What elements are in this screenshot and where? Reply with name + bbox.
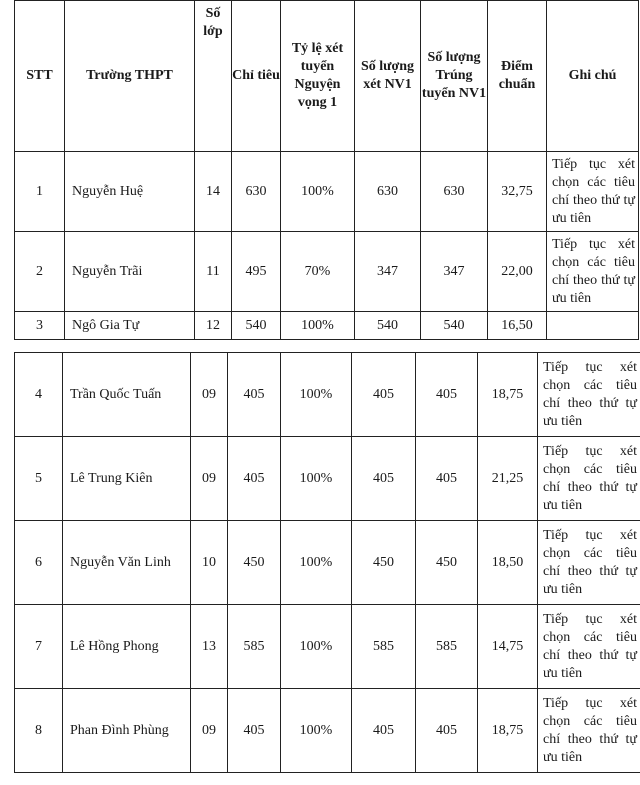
admission-table-top xyxy=(14,0,639,340)
cell-ty-le: 100% xyxy=(281,152,355,232)
cell-so-trung: 405 xyxy=(416,353,478,437)
cell-so-xet: 347 xyxy=(355,232,421,312)
cell-chi-tieu: 405 xyxy=(228,437,281,521)
cell-ghi-chu: Tiếp tục xét chọn các tiêu chí theo thứ tự ưu tiên xyxy=(538,437,640,521)
cell-so-trung: 540 xyxy=(421,312,488,340)
cell-so-trung: 450 xyxy=(416,521,478,605)
table-row xyxy=(15,232,639,312)
cell-ghi-chu: Tiếp tục xét chọn các tiêu chí theo thứ tự ưu tiên xyxy=(538,353,640,437)
header-ghi-chu: Ghi chú xyxy=(547,1,639,152)
table-row xyxy=(15,437,640,521)
table-row xyxy=(15,353,640,437)
table-row xyxy=(15,521,640,605)
cell-diem: 21,25 xyxy=(478,437,538,521)
cell-stt: 1 xyxy=(15,152,65,232)
cell-chi-tieu: 585 xyxy=(228,605,281,689)
admission-table-bottom xyxy=(14,352,640,773)
cell-so-xet: 405 xyxy=(352,689,416,773)
cell-ghi-chu: Tiếp tục xét chọn các tiêu chí theo thứ tự ưu tiên xyxy=(547,152,639,232)
cell-so-trung: 630 xyxy=(421,152,488,232)
cell-stt: 4 xyxy=(15,353,63,437)
cell-diem: 18,75 xyxy=(478,353,538,437)
cell-diem: 18,50 xyxy=(478,521,538,605)
cell-ghi-chu: Tiếp tục xét chọn các tiêu chí theo thứ tự ưu tiên xyxy=(538,521,640,605)
cell-stt: 6 xyxy=(15,521,63,605)
cell-ty-le: 100% xyxy=(281,689,352,773)
cell-so-lop: 09 xyxy=(191,689,228,773)
header-so-xet: Số lượng xét NV1 xyxy=(355,1,421,152)
cell-diem: 22,00 xyxy=(488,232,547,312)
cell-ty-le: 100% xyxy=(281,353,352,437)
cell-stt: 3 xyxy=(15,312,65,340)
cell-ty-le: 100% xyxy=(281,312,355,340)
header-truong: Trường THPT xyxy=(65,1,195,152)
cell-diem: 18,75 xyxy=(478,689,538,773)
header-stt: STT xyxy=(15,1,65,152)
table-row xyxy=(15,312,639,340)
cell-so-lop: 11 xyxy=(195,232,232,312)
cell-stt: 8 xyxy=(15,689,63,773)
cell-so-trung: 405 xyxy=(416,437,478,521)
cell-ghi-chu: Tiếp tục xét chọn các tiêu chí theo thứ tự ưu tiên xyxy=(547,232,639,312)
cell-truong: Lê Trung Kiên xyxy=(63,437,191,521)
cell-stt: 2 xyxy=(15,232,65,312)
cell-truong: Phan Đình Phùng xyxy=(63,689,191,773)
cell-ghi-chu xyxy=(547,312,639,340)
cell-so-trung: 347 xyxy=(421,232,488,312)
cell-ty-le: 100% xyxy=(281,437,352,521)
header-so-trung: Số lượng Trúng tuyển NV1 xyxy=(421,1,488,152)
cell-so-trung: 405 xyxy=(416,689,478,773)
cell-truong: Trần Quốc Tuấn xyxy=(63,353,191,437)
cell-ty-le: 100% xyxy=(281,521,352,605)
table-row xyxy=(15,689,640,773)
cell-ty-le: 70% xyxy=(281,232,355,312)
cell-so-lop: 13 xyxy=(191,605,228,689)
cell-chi-tieu: 450 xyxy=(228,521,281,605)
cell-diem: 16,50 xyxy=(488,312,547,340)
cell-so-xet: 540 xyxy=(355,312,421,340)
cell-stt: 5 xyxy=(15,437,63,521)
cell-ghi-chu: Tiếp tục xét chọn các tiêu chí theo thứ tự ưu tiên xyxy=(538,605,640,689)
cell-so-xet: 405 xyxy=(352,437,416,521)
cell-stt: 7 xyxy=(15,605,63,689)
cell-so-xet: 405 xyxy=(352,353,416,437)
cell-ghi-chu: Tiếp tục xét chọn các tiêu chí theo thứ tự ưu tiên xyxy=(538,689,640,773)
cell-so-lop: 12 xyxy=(195,312,232,340)
cell-truong: Nguyễn Văn Linh xyxy=(63,521,191,605)
cell-chi-tieu: 405 xyxy=(228,353,281,437)
table-row xyxy=(15,152,639,232)
cell-chi-tieu: 540 xyxy=(232,312,281,340)
cell-so-xet: 450 xyxy=(352,521,416,605)
cell-so-xet: 585 xyxy=(352,605,416,689)
cell-ty-le: 100% xyxy=(281,605,352,689)
cell-so-xet: 630 xyxy=(355,152,421,232)
cell-diem: 14,75 xyxy=(478,605,538,689)
cell-so-lop: 14 xyxy=(195,152,232,232)
header-diem: Điểm chuẩn xyxy=(488,1,547,152)
cell-chi-tieu: 495 xyxy=(232,232,281,312)
header-chi-tieu: Chỉ tiêu xyxy=(232,1,281,152)
cell-chi-tieu: 630 xyxy=(232,152,281,232)
header-ty-le: Tỷ lệ xét tuyển Nguyện vọng 1 xyxy=(281,1,355,152)
cell-chi-tieu: 405 xyxy=(228,689,281,773)
cell-truong: Lê Hồng Phong xyxy=(63,605,191,689)
cell-so-lop: 09 xyxy=(191,353,228,437)
cell-so-lop: 09 xyxy=(191,437,228,521)
header-row xyxy=(15,1,639,152)
cell-truong: Nguyễn Huệ xyxy=(65,152,195,232)
cell-diem: 32,75 xyxy=(488,152,547,232)
header-so-lop: Số lớp xyxy=(195,1,232,152)
table-row xyxy=(15,605,640,689)
cell-truong: Ngô Gia Tự xyxy=(65,312,195,340)
cell-truong: Nguyễn Trãi xyxy=(65,232,195,312)
cell-so-trung: 585 xyxy=(416,605,478,689)
cell-so-lop: 10 xyxy=(191,521,228,605)
